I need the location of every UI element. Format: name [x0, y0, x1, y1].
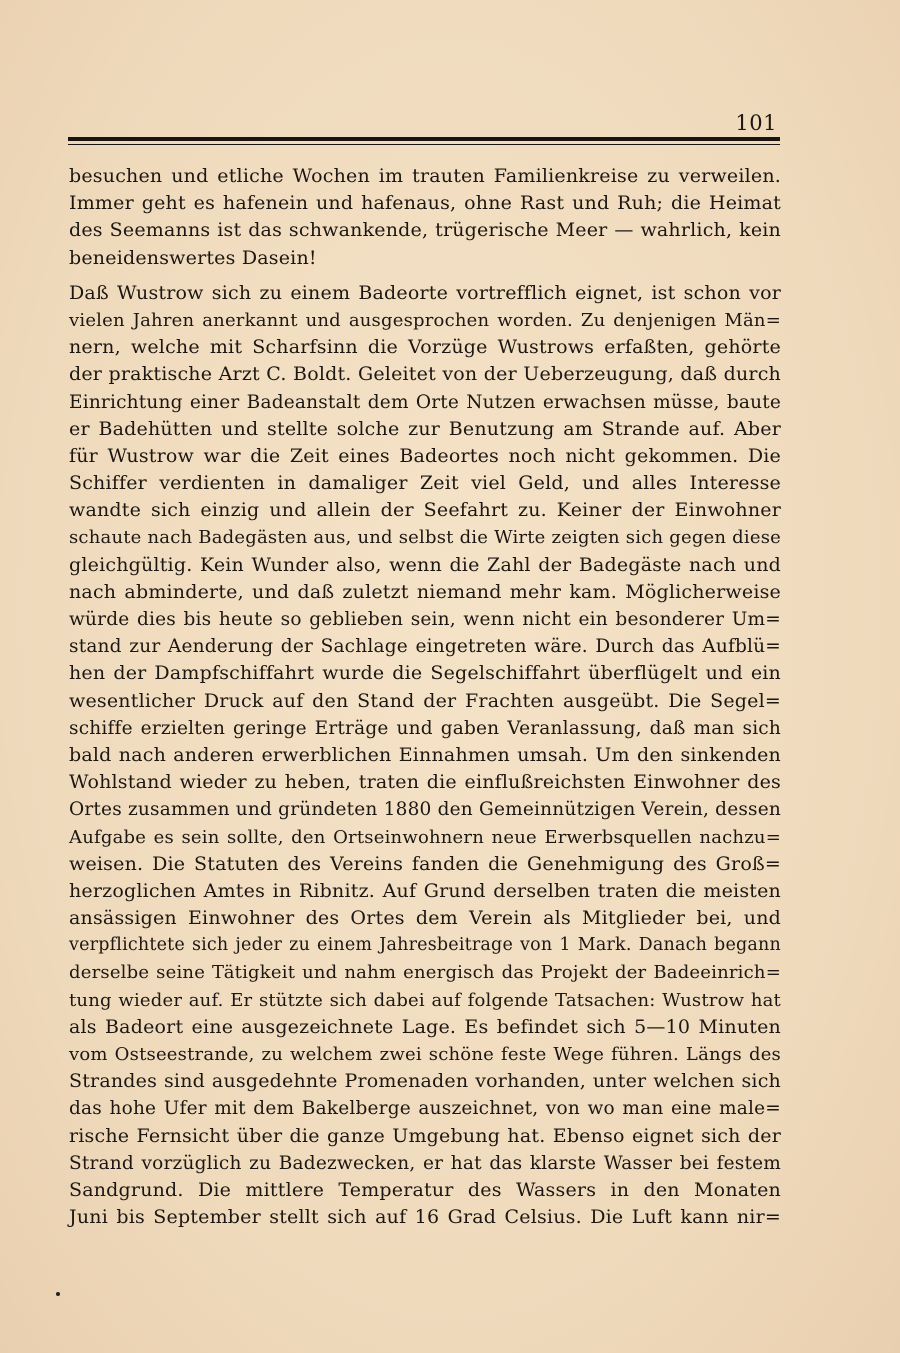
text-line: würde dies bis heute so geblieben sein, wenn nicht ein besonderer Um=	[69, 609, 781, 630]
text-line: Wohlstand wieder zu heben, traten die einflußreichsten Einwohner des	[69, 771, 781, 794]
text-line: er Badehütten und stellte solche zur Benutzung am Strande auf. Aber	[69, 417, 781, 440]
text-line: gleichgültig. Kein Wunder also, wenn die Zahl der Badegäste nach und	[69, 553, 781, 576]
text-line: Sandgrund. Die mittlere Temperatur des Wassers in den Monaten	[69, 1178, 781, 1201]
paper-speck	[56, 1292, 60, 1296]
text-line: Daß Wustrow sich zu einem Badeorte vortrefflich eignet, ist schon vor	[69, 281, 781, 304]
header-rule	[68, 137, 780, 141]
text-line: ansässigen Einwohner des Ortes dem Verein als Mitglieder bei, und	[69, 907, 781, 930]
text-line: des Seemanns ist das schwankende, trügerische Meer — wahrlich, kein	[69, 219, 781, 242]
header-rule-thin	[68, 144, 780, 145]
text-line: Schiffer verdienten in damaliger Zeit viel Geld, und alles Interesse	[69, 472, 781, 495]
text-line: Einrichtung einer Badeanstalt dem Orte Nutzen erwachsen müsse, baute	[69, 391, 781, 413]
text-line: wesentlicher Druck auf den Stand der Frachten ausgeübt. Die Segel=	[69, 689, 781, 712]
text-line: besuchen und etliche Wochen im trauten Familienkreise zu verweilen.	[69, 165, 781, 187]
paragraph-1	[69, 163, 781, 272]
text-line: nern, welche mit Scharfsinn die Vorzüge Wustrows erfaßten, gehörte	[69, 336, 781, 359]
text-line: Juni bis September stellt sich auf 16 Grad Celsius. Die Luft kann nir=	[69, 1206, 781, 1229]
text-line: vom Ostseestrande, zu welchem zwei schöne feste Wege führen. Längs des	[69, 1044, 781, 1065]
text-line: hen der Dampfschiffahrt wurde die Segelschiffahrt überflügelt und ein	[69, 662, 781, 685]
text-line: Immer geht es hafenein und hafenaus, ohne Rast und Ruh; die Heimat	[69, 192, 781, 215]
paragraph-2	[69, 280, 781, 1232]
body-text	[69, 163, 781, 1231]
text-line: beneidenswertes Dasein!	[69, 246, 317, 269]
text-line: rische Fernsicht über die ganze Umgebung hat. Ebenso eignet sich der	[69, 1124, 781, 1147]
text-line: Strand vorzüglich zu Badezwecken, er hat das klarste Wasser bei festem	[69, 1152, 781, 1174]
text-line: herzoglichen Amtes in Ribnitz. Auf Grund derselben traten die meisten	[69, 879, 781, 902]
text-line: vielen Jahren anerkannt und ausgesprochen worden. Zu denjenigen Män=	[69, 309, 781, 331]
text-line: als Badeort eine ausgezeichnete Lage. Es befindet sich 5—10 Minuten	[69, 1015, 781, 1038]
text-line: derselbe seine Tätigkeit und nahm energisch das Projekt der Badeeinrich=	[69, 962, 781, 984]
text-line: der praktische Arzt C. Boldt. Geleitet von der Ueberzeugung, daß durch	[69, 363, 781, 386]
text-line: schiffe erzielten geringe Erträge und gaben Veranlassung, daß man sich	[69, 717, 781, 739]
text-line: stand zur Aenderung der Sachlage eingetreten wäre. Durch das Aufblü=	[69, 636, 781, 658]
text-line: Ortes zusammen und gründeten 1880 den Gemeinnützigen Verein, dessen	[69, 799, 781, 821]
page-number: 101	[735, 111, 777, 135]
text-line: nach abminderte, und daß zuletzt niemand mehr kam. Möglicherweise	[69, 580, 781, 603]
text-line: Aufgabe es sein sollte, den Ortseinwohnern neue Erwerbsquellen nachzu=	[69, 826, 781, 848]
text-line: für Wustrow war die Zeit eines Badeortes noch nicht gekommen. Die	[69, 444, 781, 467]
text-line: weisen. Die Statuten des Vereins fanden die Genehmigung des Groß=	[69, 852, 781, 875]
text-line: schaute nach Badegästen aus, und selbst die Wirte zeigten sich gegen diese	[69, 527, 781, 549]
text-line: bald nach anderen erwerblichen Einnahmen umsah. Um den sinkenden	[69, 743, 781, 766]
text-line: Strandes sind ausgedehnte Promenaden vorhanden, unter welchen sich	[69, 1070, 781, 1093]
text-line: das hohe Ufer mit dem Bakelberge auszeichnet, von wo man eine male=	[69, 1098, 781, 1120]
text-line: wandte sich einzig und allein der Seefahrt zu. Keiner der Einwohner	[69, 499, 781, 522]
text-line: verpflichtete sich jeder zu einem Jahresbeitrage von 1 Mark. Danach begann	[69, 935, 781, 956]
text-line: tung wieder auf. Er stützte sich dabei auf folgende Tatsachen: Wustrow hat	[69, 989, 781, 1011]
